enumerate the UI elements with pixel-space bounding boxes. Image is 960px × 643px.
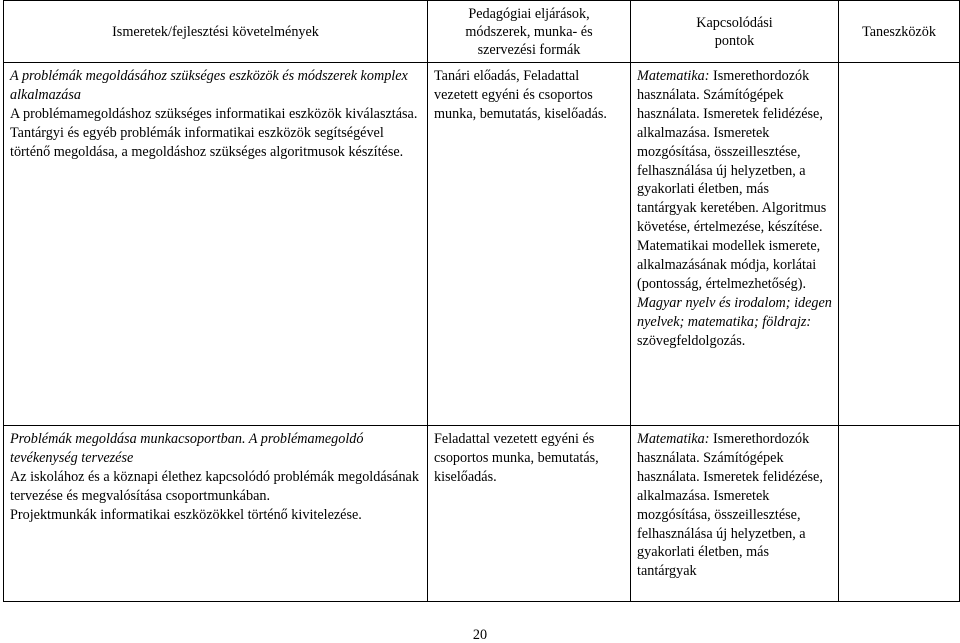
connection-subject: Magyar nyelv és irodalom; idegen nyelvek; matematika; földrajz: bbox=[637, 294, 832, 330]
header-line: Kapcsolódási bbox=[696, 14, 773, 31]
header-requirements bbox=[4, 1, 428, 63]
requirement-item: Projektmunkák informatikai eszközökkel történő kivitelezése. bbox=[10, 506, 362, 523]
connection-text: Ismerethordozók használata. Számítógépek használata. Ismeretek felidézése, alkalmazása. Ismeretek mozgósítása, összeillesztése, felhasználása új helyzetben, a gyakorlati életben, más tantárgyak keretében. Algoritmus követése, értelmezése, készítése. Matematikai modellek ismerete, alkalmazásának módja, korlátai (pontosság, értelmezhetőség). bbox=[637, 68, 827, 292]
header-connections bbox=[631, 1, 839, 63]
requirement-item: A problémamegoldáshoz szükséges informatikai eszközök kiválasztása. bbox=[10, 105, 418, 122]
requirements-cell bbox=[4, 426, 428, 602]
header-line: szervezési formák bbox=[477, 41, 581, 58]
header-line: pontok bbox=[714, 32, 755, 49]
header-line: Pedagógiai eljárások, bbox=[468, 5, 590, 22]
requirement-topic: Problémák megoldása munkacsoportban. A problémamegoldó tevékenység tervezése bbox=[10, 431, 364, 466]
requirement-item: Tantárgyi és egyéb problémák informatikai eszközök segítségével történő megoldása, a megoldáshoz szükséges algoritmusok készítése. bbox=[10, 124, 404, 160]
connections-cell bbox=[631, 426, 839, 602]
methods-text: Feladattal vezetett egyéni és csoportos munka, bemutatás, kiselőadás. bbox=[434, 431, 599, 485]
methods-cell bbox=[428, 63, 631, 426]
connection-entry bbox=[637, 294, 832, 351]
connection-subject: Matematika: bbox=[637, 431, 710, 447]
requirements-cell bbox=[4, 63, 428, 426]
connection-entry bbox=[637, 430, 832, 581]
table-row bbox=[4, 426, 960, 602]
connection-text: szövegfeldolgozás. bbox=[637, 332, 746, 349]
methods-cell bbox=[428, 426, 631, 602]
header-line: Ismeretek/fejlesztési követelmények bbox=[112, 23, 319, 40]
header-line: Taneszközök bbox=[862, 23, 936, 40]
tools-cell bbox=[839, 63, 960, 426]
page-number: 20 bbox=[472, 627, 488, 643]
header-methods bbox=[428, 1, 631, 63]
header-line: módszerek, munka- és bbox=[465, 23, 593, 40]
table-row bbox=[4, 63, 960, 426]
connection-entry bbox=[637, 67, 832, 294]
requirement-item: Az iskolához és a köznapi élethez kapcsolódó problémák megoldásának tervezése és megvalósítása csoportmunkában. bbox=[10, 468, 419, 504]
requirement-topic: A problémák megoldásához szükséges eszközök és módszerek komplex alkalmazása bbox=[10, 68, 408, 103]
curriculum-table bbox=[3, 0, 960, 602]
header-tools bbox=[839, 1, 960, 63]
connection-text: Ismerethordozók használata. Számítógépek használata. Ismeretek felidézése, alkalmazása. Ismeretek mozgósítása, összeillesztése, felhasználása új helyzetben, a gyakorlati életben, más tantárgyak bbox=[637, 431, 823, 580]
connection-subject: Matematika: bbox=[637, 68, 710, 84]
connections-cell bbox=[631, 63, 839, 426]
tools-cell bbox=[839, 426, 960, 602]
table-header-row bbox=[4, 1, 960, 63]
methods-text: Tanári előadás, Feladattal vezetett egyéni és csoportos munka, bemutatás, kiselőadás. bbox=[434, 68, 607, 122]
